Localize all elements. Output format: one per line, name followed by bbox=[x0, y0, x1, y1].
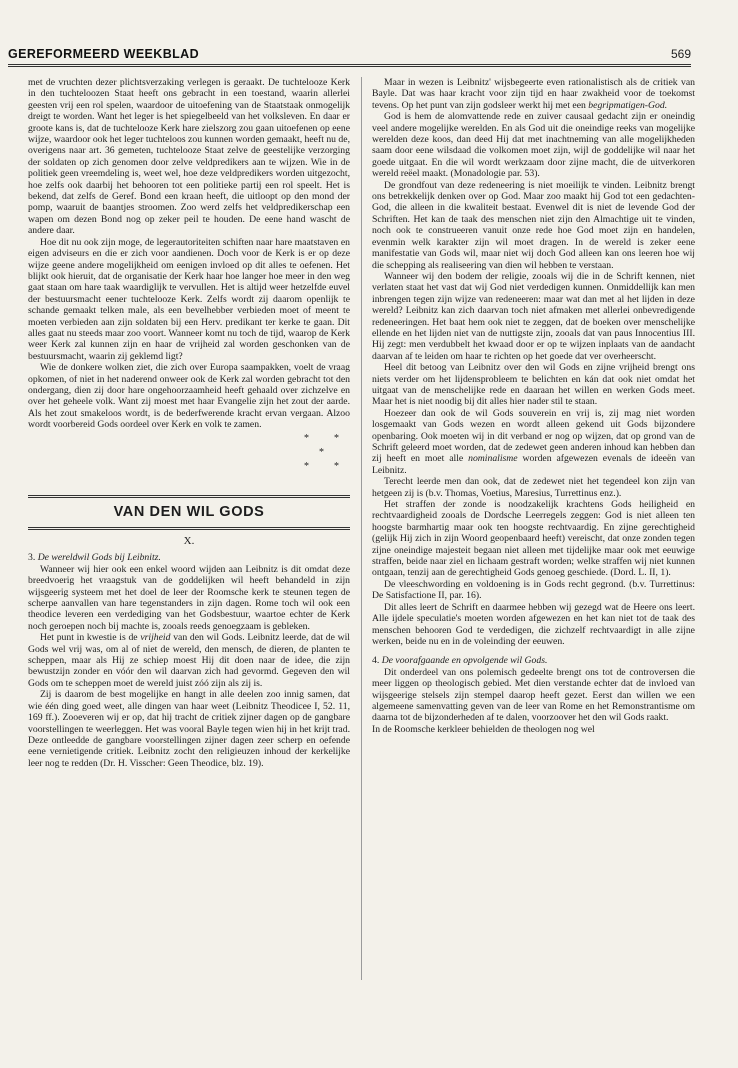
subsection-title: De wereldwil Gods bij Leibnitz. bbox=[37, 552, 161, 564]
paragraph: met de vruchten dezer plichtsverzaking verlegen is geraakt. De tuchtelooze Kerk in den tuchteloozen Staat heeft ons gebracht in een toestand, waarin allerlei geesten vrij een rol spelen, waardoor de uitoefening van de Staatstaak onmogelijk dreigt te worden. Want het leger is het spiegelbeeld van het volksleven. En daar er groote kans is, dat de tuchtelooze Kerk hare zielszorg zou gaan uitoefenen op eene wijze, waardoor ook het leger tuchteloos zou kunnen worden gemaakt, heeft nu de, overigens naar art. 36 gemeten, tuchtelooze Staat zelve de geestelijke verzorging der soldaten op zich genomen door zelve veldpredikers aan te wijzen. Wie in de politiek geen vreemdeling is, weet wel, hoe deze veldpredikers worden uitgezocht, hoe zelfs ook daarbij het behooren tot een politieke partij een rol speelt. Het is bekend, dat zelfs de Geref. Bond een kraan heeft, die uitloopt op den mond der pomp, waaruit de baantjes stroomen. Zoo werd zelfs het veldpredikerschap een wapen om dezen Bond nog op zeker peil te houden. De eene hand wascht de andere daar. bbox=[28, 77, 350, 237]
subsection-title: De voorafgaande en opvolgende wil Gods. bbox=[381, 655, 548, 667]
page-number: 569 bbox=[670, 47, 691, 61]
header-rule bbox=[8, 64, 691, 67]
asterisk: * bbox=[319, 446, 324, 458]
asterisk: * bbox=[334, 432, 339, 444]
paragraph: In de Roomsche kerkleer behielden de theologen nog wel bbox=[372, 723, 595, 735]
page-header bbox=[8, 47, 691, 65]
paragraph: Zij is daarom de best mogelijke en hangt in alle deelen zoo innig samen, dat wie één ding goed weet, alle dingen van haar weet (Leibnitz Theodicee I, 52. 11, 169 ff.). Zooeveren wij er op, dat hij tracht de critiek zijner dagen op de gangbare voorstellingen te weerleggen. Het was vooral Bayle tegen wien hij in het krijt trad. Deze ontleedde de gangbare voorstellingen zijner dagen zeer scherp en oefende eene vernietigende critiek. Leibnitz zocht den religieuzen inhoud der kerkelijke leer nog te redden (Dr. H. Visscher: Geen Theodice, blz. 19). bbox=[28, 689, 350, 769]
publication-title: GEREFORMEERD WEEKBLAD bbox=[8, 47, 200, 61]
column-divider bbox=[361, 77, 362, 980]
subsection-heading bbox=[28, 552, 350, 563]
section-number: X. bbox=[183, 535, 195, 547]
left-column bbox=[28, 77, 350, 769]
paragraph: Het punt in kwestie is de vrijheid van den wil Gods. Leibnitz leerde, dat de wil Gods wel vrij was, om al of niet de wereld, den mensch, de dieren, de planten te scheppen, maar als Hij ze schiep moest Hij dit doen naar de idee, die zijn bewustzijn zonder en vóór den wil daarvan zich had gevormd. Gegeven den wil Gods om te scheppen moet de wereld juist zóó zijn als zij is. bbox=[28, 632, 350, 689]
subsection-heading bbox=[372, 655, 695, 666]
subsection-number: 3. bbox=[28, 552, 36, 564]
right-column bbox=[372, 77, 695, 735]
paragraph: Hoezeer dan ook de wil Gods souverein en vrij is, zij mag niet worden losgemaakt van Gods wezen en wordt alleen gekend uit Gods bijzondere openbaring. Ook moeten wij in dit verband er nog op wijzen, dat op grond van de Schrift geleerd moet worden, dat de zedewet geen anderen inhoud kan hebben dan zij heeft en moet alle nominalisme worden afgewezen evenals de ideeën van Leibnitz. bbox=[372, 407, 695, 476]
asterisk: * bbox=[304, 432, 309, 444]
paragraph: Dit alles leert de Schrift en daarmee hebben wij gezegd wat de Heere ons leert. Alle ijdele speculatie's moeten worden afgewezen en het kan niet tot de taak des menschen behooren God te verdedigen, die zichzelf rechtvaardigt in alle zijne werken, beide nu en in de voleinding der eeuwen. bbox=[372, 601, 695, 647]
paragraph: Maar in wezen is Leibnitz' wijsbegeerte even rationalistisch als de critiek van Bayle. Dat was haar kracht voor zijn tijd en haar zwakheid voor de toekomst tevens. Op het punt van zijn godsleer werkt hij met een begripmatigen-God. bbox=[372, 77, 695, 111]
paragraph: Wanneer wij hier ook een enkel woord wijden aan Leibnitz is dit omdat deze breedvoerig het vraagstuk van de goddelijken wil heeft behandeld in zijn wijsgeerig systeem met het doel de leer der Roomsche kerk te steunen tegen de scherpe aanvallen van hare tegenstanders in zijn dagen. Rome toch wil ook een theodice leveren een verdediging van het Godsbestuur, waartoe echter de Kerk noch geroepen noch bij machte is, zooals reeds genoegzaam is gebleken. bbox=[28, 563, 350, 632]
paragraph: God is hem de alomvattende rede en zuiver causaal gedacht zijn er oneindig veel andere mogelijke werelden. En als God uit die oneindige reeks van mogelijke werelden deze koos, dan deed Hij dat met inachtneming van alle mogelijkheden saam door eene wilsdaad die volkomen moet zijn, wijl de goddelijke wil naar het goede uitgaat. En die wil wordt werkzaam door zijne macht, die de uitverkoren wereld reëel maakt. (Monadologie par. 53). bbox=[372, 111, 695, 180]
section-heading-box bbox=[28, 495, 350, 530]
subsection-number: 4. bbox=[372, 655, 380, 667]
paragraph: Dit onderdeel van ons polemisch gedeelte brengt ons tot de controversen die meer liggen op theologisch gebied. Met dien verstande echter dat de invloed van wijsgeerige stelsels zijn stempel daarop heeft gezet. Eerst dan willen we een algemeene samenvatting geven van de leer van Rome en het Remonstrantisme om daarna tot de bijzonderheden af te dalen, voorzoover het den wil Gods raakt. bbox=[372, 666, 695, 724]
asterisk: * bbox=[304, 460, 309, 472]
paragraph: Wanneer wij den bodem der religie, zooals wij die in de Schrift kennen, niet verlaten staat het vast dat wij God niet verdedigen kunnen. Onmiddellijk kan men inbrengen tegen zijn wijze van redeneeren: maar wat dan met al het lijden in deze wereld? Leibnitz kan zich daarvan toch niet afmaken met allerlei onbevredigende redeneeringen. Het baat hem ook niet te zeggen, dat de boeken over menschelijke ellende en het lijden niet van de nuttigste zijn, zooals dat van paus Innocentius III. Hij zegt: men verdubbelt het kwaad door er op te wijzen inplaats van de aandacht daarvan af te leiden om haar te richten op het goede dat ver overheerscht. bbox=[372, 270, 695, 362]
spacer bbox=[372, 647, 695, 655]
emphasis: begripmatigen-God. bbox=[588, 99, 668, 111]
paragraph: Heel dit betoog van Leibnitz over den wil Gods en zijne vrijheid brengt ons niets verder om het lijdensprobleem te belichten en kán dat ook niet omdat het uitgaat van de menschelijke rede en daaraan het willen en werken Gods meet. Maar het is niet noodig bij dit alles hier nader stil te staan. bbox=[372, 362, 695, 408]
asterisk: * bbox=[334, 460, 339, 472]
paragraph: Hoe dit nu ook zijn moge, de legerautoriteiten schiften naar hare maatstaven en eigen adviseurs en die er zich voor aandienen. Doch voor de Kerk is er op deze wijze geene andere mogelijkheid om eenigen invloed op dit alles te oefenen. Het blijkt ook hieruit, dat de organisatie der Kerk haar hoe langer hoe meer in den weg gaat staan om hare taak waardiglijk te vervullen. Het is altijd weer hetzelfde euvel der bestuursmacht eener tuchtelooze Kerk. Zelfs wordt zij daarom openlijk te schande gemaakt telken male, als een bevelhebber verbieden moet of meent te moeten verbieden aan zijn soldaten bij een Herv. predikant ter kerke te gaan. Dit alles gaat nu steeds maar zoo voort. Wanneer komt nu toch de tijd, waarop de Kerk weer Kerk zal kunnen zijn en haar de vrijheid zal worden geschonken van de bestuursmacht, waarin zij geklemd ligt? bbox=[28, 236, 350, 362]
section-title: VAN DEN WIL GODS bbox=[113, 503, 265, 520]
section-rule-bottom bbox=[28, 527, 350, 530]
paragraph: Terecht leerde men dan ook, dat de zedewet niet het tegendeel kon zijn van hetgeen zij is (b.v. Thomas, Voetius, Maresius, Turrettinus enz.). bbox=[372, 476, 695, 499]
paragraph: Wie de donkere wolken ziet, die zich over Europa saampakken, voelt de vraag opkomen, of niet in het naderend onweer ook de Kerk zal worden gebracht tot den ondergang, dien zij door hare ongehoorzaamheid heeft gehaald over zichzelve en over het geheele volk. Want zij moest met haar Evangelie zijn het zout der aarde. Als het zout smakeloos wordt, is de bederfwerende kracht ervan vergaan. Alzoo wordt voorbereid Gods oordeel over Kerk en volk te zamen. bbox=[28, 362, 350, 431]
asterism bbox=[28, 431, 350, 475]
paragraph: Het straffen der zonde is noodzakelijk krachtens Gods heiligheid en rechtvaardigheid zooals de Dordsche Leerregels zeggen: God is niet alleen ten hoogste barmhartig maar ook ten hoogste rechtvaardig. En zijne gerechtigheid (gelijk Hij zich in zijn Woord geopenbaard heeft) vereischt, dat onze zonden tegen zijne oneindige majesteit begaan niet alleen met tijdelijke maar ook met eeuwige straffen, beide naar ziel en lichaam gestraft worden; welke straffen wij niet kunnen ontgaan, tenzij aan de gerechtigheid Gods genoeg geschiede. (Dord. L. II, 1). bbox=[372, 499, 695, 579]
paragraph: De vleeschwording en voldoening is in Gods recht gegrond. (b.v. Turrettinus: De Satisfactione II, par. 16). bbox=[372, 578, 695, 602]
emphasis: nominalisme bbox=[468, 453, 518, 465]
emphasis: vrijheid bbox=[140, 632, 171, 644]
paragraph: De grondfout van deze redeneering is niet moeilijk te vinden. Leibnitz brengt ons betrekkelijk denken over op God. Maar zoo maakt hij God tot een gedachten-God, die alleen in die kwaliteit bestaat. Evenwel dit is niet de levende God der Schriften. Het kan de taak des menschen niet zijn den Almachtige uit te vinden, noch ook te construeeren vanuit onze rede hoe God moet zijn en handelen, evenmin welk karakter zijn wil moet dragen. In de wereld is zeker eene manifestatie van Gods wil, maar niet wij doch God alleen kan ons leeren hoe wij die schepping als realiseering van dien wil hebben te verstaan. bbox=[372, 179, 695, 271]
